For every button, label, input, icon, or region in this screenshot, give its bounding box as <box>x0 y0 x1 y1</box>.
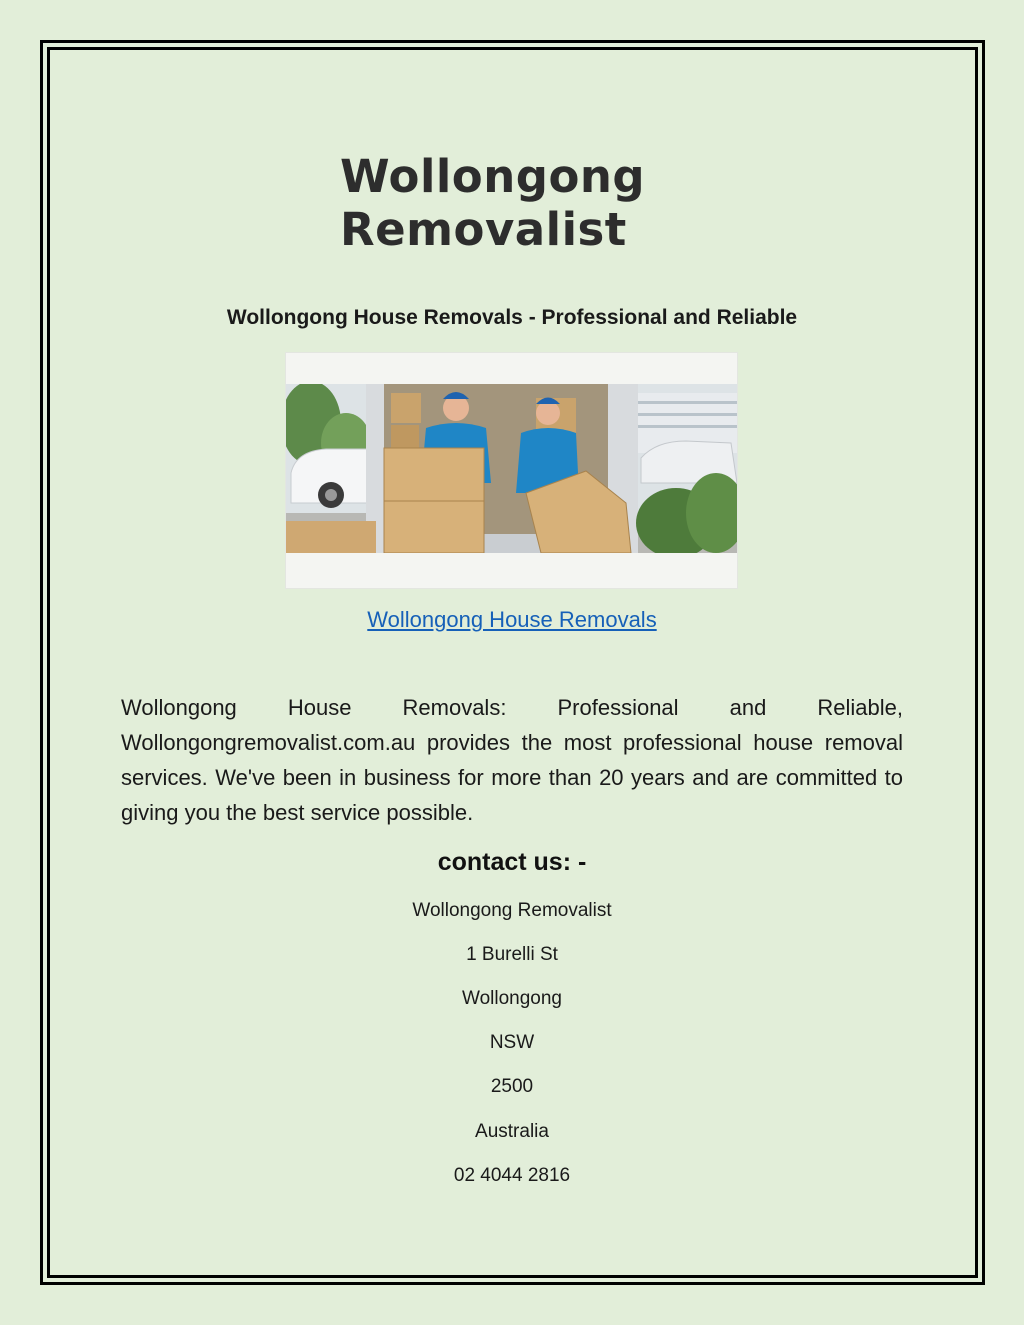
page-title: Wollongong House Removals - Professional and Reliable <box>226 306 798 329</box>
contact-street: 1 Burelli St <box>466 944 558 965</box>
company-logo <box>340 150 700 256</box>
contact-country: Australia <box>475 1121 549 1142</box>
house-removals-link[interactable]: Wollongong House Removals <box>367 607 657 632</box>
contact-heading: contact us: - <box>437 848 587 876</box>
contact-state: NSW <box>489 1032 535 1053</box>
logo-line-2: Removalist <box>340 203 627 256</box>
contact-company-name: Wollongong Removalist <box>412 900 612 921</box>
movers-with-boxes-photo <box>285 352 738 589</box>
contact-phone: 02 4044 2816 <box>453 1165 571 1186</box>
logo-line-1: Wollongong <box>340 150 646 203</box>
contact-city: Wollongong <box>461 988 562 1009</box>
contact-postcode: 2500 <box>490 1076 534 1097</box>
intro-paragraph: Wollongong House Removals: Professional and Reliable, Wollongongremovalist.com.au provides the most professional house removal services. We've been in business for more than 20 years and are committed to giving you the best service possible. <box>121 695 903 825</box>
